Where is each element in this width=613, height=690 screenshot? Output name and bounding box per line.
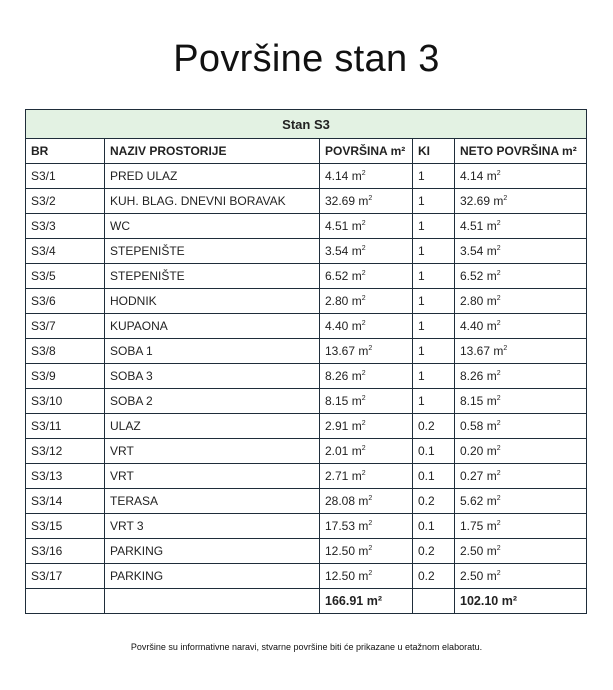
- cell-br: [26, 539, 105, 564]
- cell-area-text: 3.54 m: [325, 244, 362, 258]
- cell-area-text: 6.52 m: [325, 269, 362, 283]
- cell-br: [26, 364, 105, 389]
- cell-net-area-text: 4.51 m: [460, 219, 497, 233]
- unit-exponent: 2: [361, 295, 366, 302]
- cell-room-name-text: VRT: [110, 444, 134, 458]
- cell-ki: [413, 539, 455, 564]
- cell-room-name: [105, 389, 320, 414]
- table-row: [26, 464, 587, 489]
- cell-br-text: S3/9: [31, 369, 56, 383]
- cell-room-name: [105, 164, 320, 189]
- unit-exponent: 2: [496, 245, 501, 252]
- cell-ki-text: 0.2: [418, 544, 435, 558]
- cell-room-name: [105, 564, 320, 589]
- column-header-br: BR: [26, 139, 105, 164]
- cell-net-area: [455, 539, 587, 564]
- cell-area-text: 2.91 m: [325, 419, 362, 433]
- cell-ki-text: 0.1: [418, 444, 435, 458]
- cell-br-text: S3/7: [31, 319, 56, 333]
- cell-net-area: [455, 314, 587, 339]
- cell-br-text: S3/6: [31, 294, 56, 308]
- cell-ki-text: 0.2: [418, 569, 435, 583]
- cell-ki-text: 1: [418, 394, 425, 408]
- table-row: [26, 239, 587, 264]
- cell-br-text: S3/4: [31, 244, 56, 258]
- cell-br: [26, 489, 105, 514]
- cell-area: [320, 464, 413, 489]
- cell-ki: [413, 414, 455, 439]
- table-row: [26, 164, 587, 189]
- cell-room-name-text: PARKING: [110, 544, 164, 558]
- unit-exponent: 2: [361, 395, 366, 402]
- cell-room-name: [105, 439, 320, 464]
- cell-br: [26, 314, 105, 339]
- table-row: [26, 414, 587, 439]
- cell-net-area-text: 2.50 m: [460, 569, 497, 583]
- cell-ki-text: 0.1: [418, 519, 435, 533]
- cell-room-name: [105, 364, 320, 389]
- unit-exponent: 2: [368, 520, 373, 527]
- unit-exponent: 2: [496, 170, 501, 177]
- unit-exponent: 2: [368, 570, 373, 577]
- cell-br: [26, 514, 105, 539]
- cell-net-area: [455, 489, 587, 514]
- cell-ki: [413, 364, 455, 389]
- cell-net-area: [455, 189, 587, 214]
- unit-exponent: 2: [361, 470, 366, 477]
- table-caption: Stan S3: [26, 110, 587, 139]
- cell-area: [320, 514, 413, 539]
- cell-net-area-text: 32.69 m: [460, 194, 504, 208]
- cell-room-name: [105, 339, 320, 364]
- unit-exponent: 2: [496, 470, 501, 477]
- cell-net-area-text: 8.26 m: [460, 369, 497, 383]
- cell-br: [26, 264, 105, 289]
- cell-net-area: [455, 464, 587, 489]
- cell-net-area-text: 4.14 m: [460, 169, 497, 183]
- table-row: [26, 264, 587, 289]
- cell-br-text: S3/15: [31, 519, 63, 533]
- cell-ki-text: 0.1: [418, 469, 435, 483]
- unit-exponent: 2: [368, 345, 373, 352]
- column-header-ki: KI: [413, 139, 455, 164]
- cell-net-area: [455, 439, 587, 464]
- table-caption-row: [26, 110, 587, 139]
- total-net-area-cell: 102.10 m²: [455, 589, 587, 614]
- cell-ki-text: 1: [418, 294, 425, 308]
- cell-br: [26, 564, 105, 589]
- unit-exponent: 2: [496, 395, 501, 402]
- cell-br-text: S3/16: [31, 544, 63, 558]
- cell-area-text: 4.40 m: [325, 319, 362, 333]
- cell-room-name-text: TERASA: [110, 494, 159, 508]
- cell-net-area-text: 5.62 m: [460, 494, 497, 508]
- footnote: Površine su informativne naravi, stvarne površine biti će prikazane u etažnom elaboratu.: [130, 642, 483, 652]
- cell-net-area: [455, 564, 587, 589]
- table-row: [26, 364, 587, 389]
- cell-ki: [413, 389, 455, 414]
- table-body: [26, 164, 587, 589]
- cell-room-name: [105, 464, 320, 489]
- cell-br-text: S3/5: [31, 269, 56, 283]
- cell-ki: [413, 564, 455, 589]
- unit-exponent: 2: [361, 245, 366, 252]
- unit-exponent: 2: [496, 445, 501, 452]
- cell-ki: [413, 189, 455, 214]
- unit-exponent: 2: [368, 545, 373, 552]
- cell-area-text: 8.26 m: [325, 369, 362, 383]
- cell-ki-text: 0.2: [418, 494, 435, 508]
- cell-ki: [413, 214, 455, 239]
- cell-room-name-text: VRT 3: [110, 519, 144, 533]
- cell-room-name-text: KUPAONA: [110, 319, 168, 333]
- cell-net-area-text: 4.40 m: [460, 319, 497, 333]
- cell-br-text: S3/8: [31, 344, 56, 358]
- unit-exponent: 2: [361, 370, 366, 377]
- cell-area-text: 4.14 m: [325, 169, 362, 183]
- cell-net-area: [455, 289, 587, 314]
- unit-exponent: 2: [361, 445, 366, 452]
- cell-net-area-text: 1.75 m: [460, 519, 497, 533]
- cell-br-text: S3/1: [31, 169, 56, 183]
- cell-room-name-text: WC: [110, 219, 130, 233]
- cell-ki-text: 1: [418, 219, 425, 233]
- unit-exponent: 2: [496, 295, 501, 302]
- unit-exponent: 2: [496, 495, 501, 502]
- table-row: [26, 514, 587, 539]
- table-row: [26, 539, 587, 564]
- cell-room-name: [105, 239, 320, 264]
- cell-net-area-text: 0.27 m: [460, 469, 497, 483]
- cell-net-area: [455, 364, 587, 389]
- unit-exponent: 2: [496, 320, 501, 327]
- cell-room-name-text: VRT: [110, 469, 134, 483]
- cell-area-text: 8.15 m: [325, 394, 362, 408]
- cell-br: [26, 289, 105, 314]
- cell-ki-text: 1: [418, 269, 425, 283]
- unit-exponent: 2: [361, 170, 366, 177]
- unit-exponent: 2: [361, 320, 366, 327]
- cell-room-name-text: ULAZ: [110, 419, 141, 433]
- cell-area-text: 28.08 m: [325, 494, 369, 508]
- cell-room-name-text: PARKING: [110, 569, 164, 583]
- cell-room-name-text: SOBA 2: [110, 394, 153, 408]
- cell-room-name-text: HODNIK: [110, 294, 157, 308]
- cell-ki-text: 1: [418, 369, 425, 383]
- cell-net-area-text: 0.20 m: [460, 444, 497, 458]
- cell-ki-text: 1: [418, 344, 425, 358]
- cell-br: [26, 239, 105, 264]
- table-row: [26, 389, 587, 414]
- cell-area-text: 32.69 m: [325, 194, 369, 208]
- cell-br-text: S3/3: [31, 219, 56, 233]
- cell-area-text: 2.80 m: [325, 294, 362, 308]
- cell-ki: [413, 289, 455, 314]
- unit-exponent: 2: [361, 420, 366, 427]
- cell-room-name: [105, 414, 320, 439]
- cell-net-area-text: 2.50 m: [460, 544, 497, 558]
- cell-area: [320, 489, 413, 514]
- room-area-table: [25, 109, 587, 614]
- cell-area: [320, 414, 413, 439]
- cell-net-area: [455, 339, 587, 364]
- cell-room-name: [105, 514, 320, 539]
- cell-area-text: 17.53 m: [325, 519, 369, 533]
- cell-ki-text: 0.2: [418, 419, 435, 433]
- cell-br: [26, 389, 105, 414]
- cell-room-name-text: PRED ULAZ: [110, 169, 178, 183]
- table-total-row: [26, 589, 587, 614]
- cell-br-text: S3/10: [31, 394, 63, 408]
- cell-area: [320, 364, 413, 389]
- table-row: [26, 439, 587, 464]
- cell-br-text: S3/11: [31, 419, 62, 433]
- cell-area-text: 12.50 m: [325, 569, 369, 583]
- cell-net-area-text: 13.67 m: [460, 344, 504, 358]
- cell-br: [26, 339, 105, 364]
- unit-exponent: 2: [361, 270, 366, 277]
- cell-area: [320, 189, 413, 214]
- total-area-cell: 166.91 m²: [320, 589, 413, 614]
- cell-room-name-text: KUH. BLAG. DNEVNI BORAVAK: [110, 194, 286, 208]
- cell-area: [320, 439, 413, 464]
- cell-ki: [413, 464, 455, 489]
- cell-br: [26, 414, 105, 439]
- cell-net-area: [455, 214, 587, 239]
- cell-br-text: S3/12: [31, 444, 63, 458]
- cell-area: [320, 314, 413, 339]
- cell-room-name: [105, 289, 320, 314]
- cell-room-name: [105, 264, 320, 289]
- column-header-room-name: NAZIV PROSTORIJE: [105, 139, 320, 164]
- cell-area-text: 2.01 m: [325, 444, 362, 458]
- total-br-cell: [26, 589, 105, 614]
- table-row: [26, 214, 587, 239]
- cell-ki: [413, 489, 455, 514]
- cell-br: [26, 164, 105, 189]
- cell-area-text: 12.50 m: [325, 544, 369, 558]
- cell-ki: [413, 314, 455, 339]
- unit-exponent: 2: [496, 420, 501, 427]
- unit-exponent: 2: [496, 570, 501, 577]
- cell-area: [320, 564, 413, 589]
- table-row: [26, 339, 587, 364]
- cell-area-text: 4.51 m: [325, 219, 362, 233]
- cell-br: [26, 464, 105, 489]
- unit-exponent: 2: [496, 220, 501, 227]
- unit-exponent: 2: [368, 495, 373, 502]
- cell-br-text: S3/14: [31, 494, 63, 508]
- cell-area: [320, 389, 413, 414]
- column-header-net-area: NETO POVRŠINA m²: [455, 139, 587, 164]
- unit-exponent: 2: [496, 520, 501, 527]
- cell-ki-text: 1: [418, 169, 425, 183]
- cell-room-name-text: STEPENIŠTE: [110, 244, 185, 258]
- cell-room-name: [105, 214, 320, 239]
- cell-br: [26, 214, 105, 239]
- cell-net-area: [455, 514, 587, 539]
- column-header-area: POVRŠINA m²: [320, 139, 413, 164]
- unit-exponent: 2: [368, 195, 373, 202]
- cell-area-text: 2.71 m: [325, 469, 362, 483]
- unit-exponent: 2: [361, 220, 366, 227]
- cell-net-area-text: 8.15 m: [460, 394, 497, 408]
- cell-area: [320, 339, 413, 364]
- cell-ki: [413, 339, 455, 364]
- cell-net-area: [455, 414, 587, 439]
- table-row: [26, 564, 587, 589]
- unit-exponent: 2: [496, 545, 501, 552]
- total-name-cell: [105, 589, 320, 614]
- cell-net-area-text: 0.58 m: [460, 419, 497, 433]
- cell-ki: [413, 514, 455, 539]
- cell-br-text: S3/13: [31, 469, 63, 483]
- cell-net-area-text: 3.54 m: [460, 244, 497, 258]
- cell-room-name: [105, 489, 320, 514]
- cell-br: [26, 189, 105, 214]
- cell-ki-text: 1: [418, 194, 425, 208]
- cell-room-name: [105, 189, 320, 214]
- table-header-row: [26, 139, 587, 164]
- cell-room-name-text: SOBA 3: [110, 369, 153, 383]
- cell-br-text: S3/2: [31, 194, 56, 208]
- cell-net-area-text: 6.52 m: [460, 269, 497, 283]
- cell-room-name: [105, 314, 320, 339]
- cell-area: [320, 539, 413, 564]
- table-row: [26, 289, 587, 314]
- cell-ki-text: 1: [418, 319, 425, 333]
- unit-exponent: 2: [496, 370, 501, 377]
- cell-area: [320, 164, 413, 189]
- cell-ki-text: 1: [418, 244, 425, 258]
- table-row: [26, 189, 587, 214]
- unit-exponent: 2: [503, 345, 508, 352]
- cell-net-area: [455, 239, 587, 264]
- cell-ki: [413, 264, 455, 289]
- cell-room-name-text: SOBA 1: [110, 344, 153, 358]
- cell-br-text: S3/17: [31, 569, 63, 583]
- cell-area: [320, 239, 413, 264]
- cell-room-name-text: STEPENIŠTE: [110, 269, 185, 283]
- cell-area: [320, 289, 413, 314]
- cell-net-area-text: 2.80 m: [460, 294, 497, 308]
- cell-ki: [413, 239, 455, 264]
- cell-area-text: 13.67 m: [325, 344, 369, 358]
- cell-area: [320, 214, 413, 239]
- unit-exponent: 2: [503, 195, 508, 202]
- page-title: Površine stan 3: [173, 38, 440, 80]
- cell-br: [26, 439, 105, 464]
- cell-net-area: [455, 264, 587, 289]
- unit-exponent: 2: [496, 270, 501, 277]
- total-ki-cell: [413, 589, 455, 614]
- cell-area: [320, 264, 413, 289]
- cell-net-area: [455, 389, 587, 414]
- cell-room-name: [105, 539, 320, 564]
- table-row: [26, 314, 587, 339]
- cell-ki: [413, 164, 455, 189]
- table-row: [26, 489, 587, 514]
- cell-ki: [413, 439, 455, 464]
- cell-net-area: [455, 164, 587, 189]
